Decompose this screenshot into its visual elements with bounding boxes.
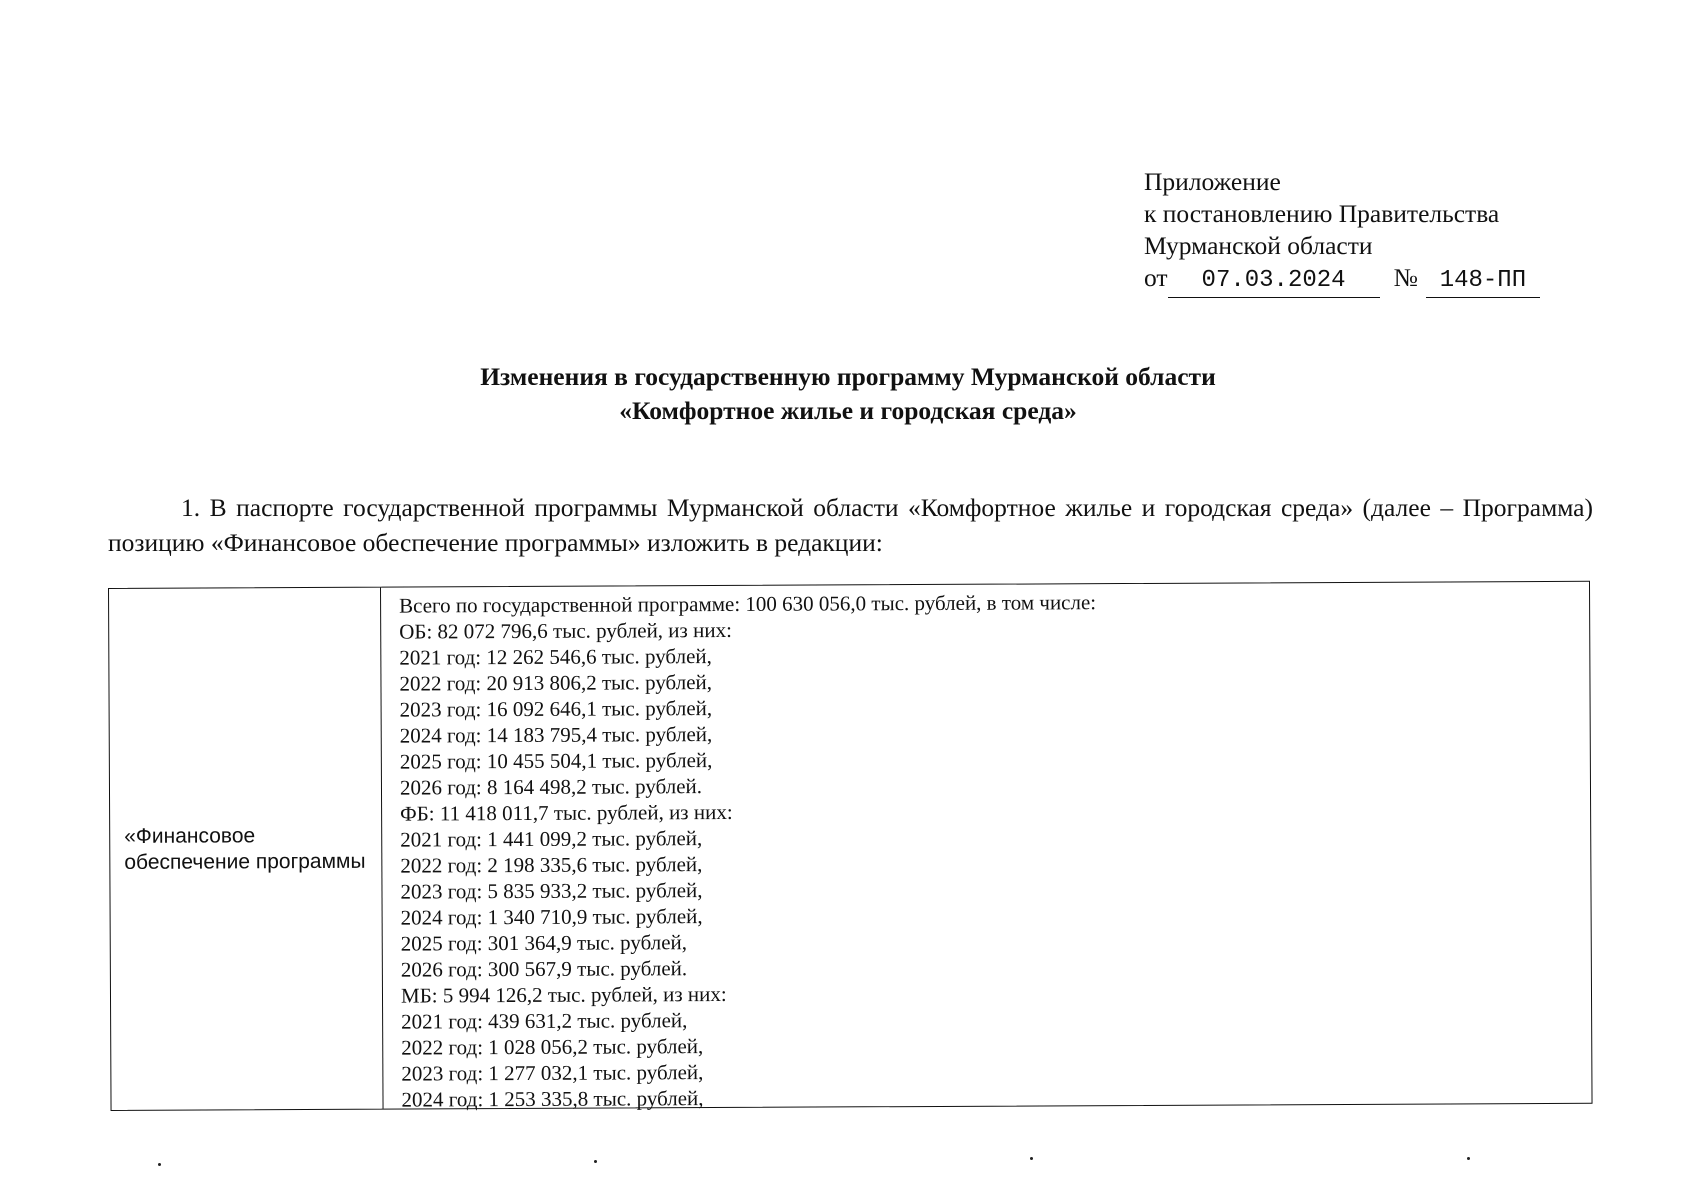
scan-speck: [1467, 1157, 1470, 1160]
table-value-row: 2021 год: 12 262 546,6 тыс. рублей,: [399, 644, 712, 670]
appendix-resolution-ref: к постановлению Правительства: [1144, 199, 1500, 228]
table-value-row: Всего по государственной программе: 100 630 056,0 тыс. рублей, в том числе:: [399, 590, 1097, 618]
table-value-row: 2024 год: 1 253 335,8 тыс. рублей,: [401, 1086, 704, 1112]
appendix-date-number: [1144, 262, 1540, 298]
table-value-row: 2025 год: 10 455 504,1 тыс. рублей,: [399, 748, 713, 774]
scan-speck: [158, 1163, 161, 1166]
table-value-row: ФБ: 11 418 011,7 тыс. рублей, из них:: [400, 799, 733, 826]
number-sign: №: [1393, 263, 1418, 292]
appendix-region: Мурманской области: [1144, 231, 1373, 260]
table-value-row: 2024 год: 14 183 795,4 тыс. рублей,: [399, 722, 713, 748]
table-value-row: МБ: 5 994 126,2 тыс. рублей, из них:: [400, 981, 727, 1008]
table-value-row: 2022 год: 20 913 806,2 тыс. рублей,: [399, 670, 713, 696]
scan-speck: [1030, 1157, 1033, 1160]
resolution-number: 148-ПП: [1426, 265, 1540, 298]
table-value-row: 2026 год: 8 164 498,2 тыс. рублей.: [399, 774, 703, 800]
table-value-row: 2026 год: 300 567,9 тыс. рублей.: [400, 956, 688, 982]
table-value-row: 2023 год: 1 277 032,1 тыс. рублей,: [401, 1060, 704, 1086]
table-value-row: 2021 год: 1 441 099,2 тыс. рублей,: [400, 826, 703, 852]
table-value-row: 2024 год: 1 340 710,9 тыс. рублей,: [400, 904, 703, 930]
date-prefix: от: [1144, 263, 1168, 292]
financing-table: [108, 581, 1593, 1111]
appendix-header: [1144, 166, 1540, 298]
table-value-row: 2023 год: 5 835 933,2 тыс. рублей,: [400, 878, 703, 904]
table-value-row: ОБ: 82 072 796,6 тыс. рублей, из них:: [399, 617, 732, 644]
scan-speck: [594, 1160, 597, 1163]
table-label-cell: [109, 588, 384, 1110]
table-value-row: 2022 год: 2 198 335,6 тыс. рублей,: [400, 852, 703, 878]
resolution-date: 07.03.2024: [1168, 265, 1380, 298]
table-label: «Финансовое обеспечение программы: [124, 823, 366, 874]
document-title: [0, 360, 1696, 428]
table-value-row: 2025 год: 301 364,9 тыс. рублей,: [400, 930, 688, 956]
title-line-2: «Комфортное жилье и городская среда»: [619, 396, 1077, 425]
table-value-row: 2023 год: 16 092 646,1 тыс. рублей,: [399, 696, 713, 722]
table-value-row: 2022 год: 1 028 056,2 тыс. рублей,: [401, 1034, 704, 1060]
title-line-1: Изменения в государственную программу Мурманской области: [480, 362, 1216, 391]
body-paragraph: 1. В паспорте государственной программы Мурманской области «Комфортное жилье и городская среда» (далее – Программа) позицию «Финансовое обеспечение программы» изложить в редакции:: [108, 493, 1593, 557]
appendix-title: Приложение: [1144, 167, 1281, 196]
table-value-cell: [399, 587, 1584, 1113]
table-value-row: 2021 год: 439 631,2 тыс. рублей,: [401, 1008, 688, 1034]
